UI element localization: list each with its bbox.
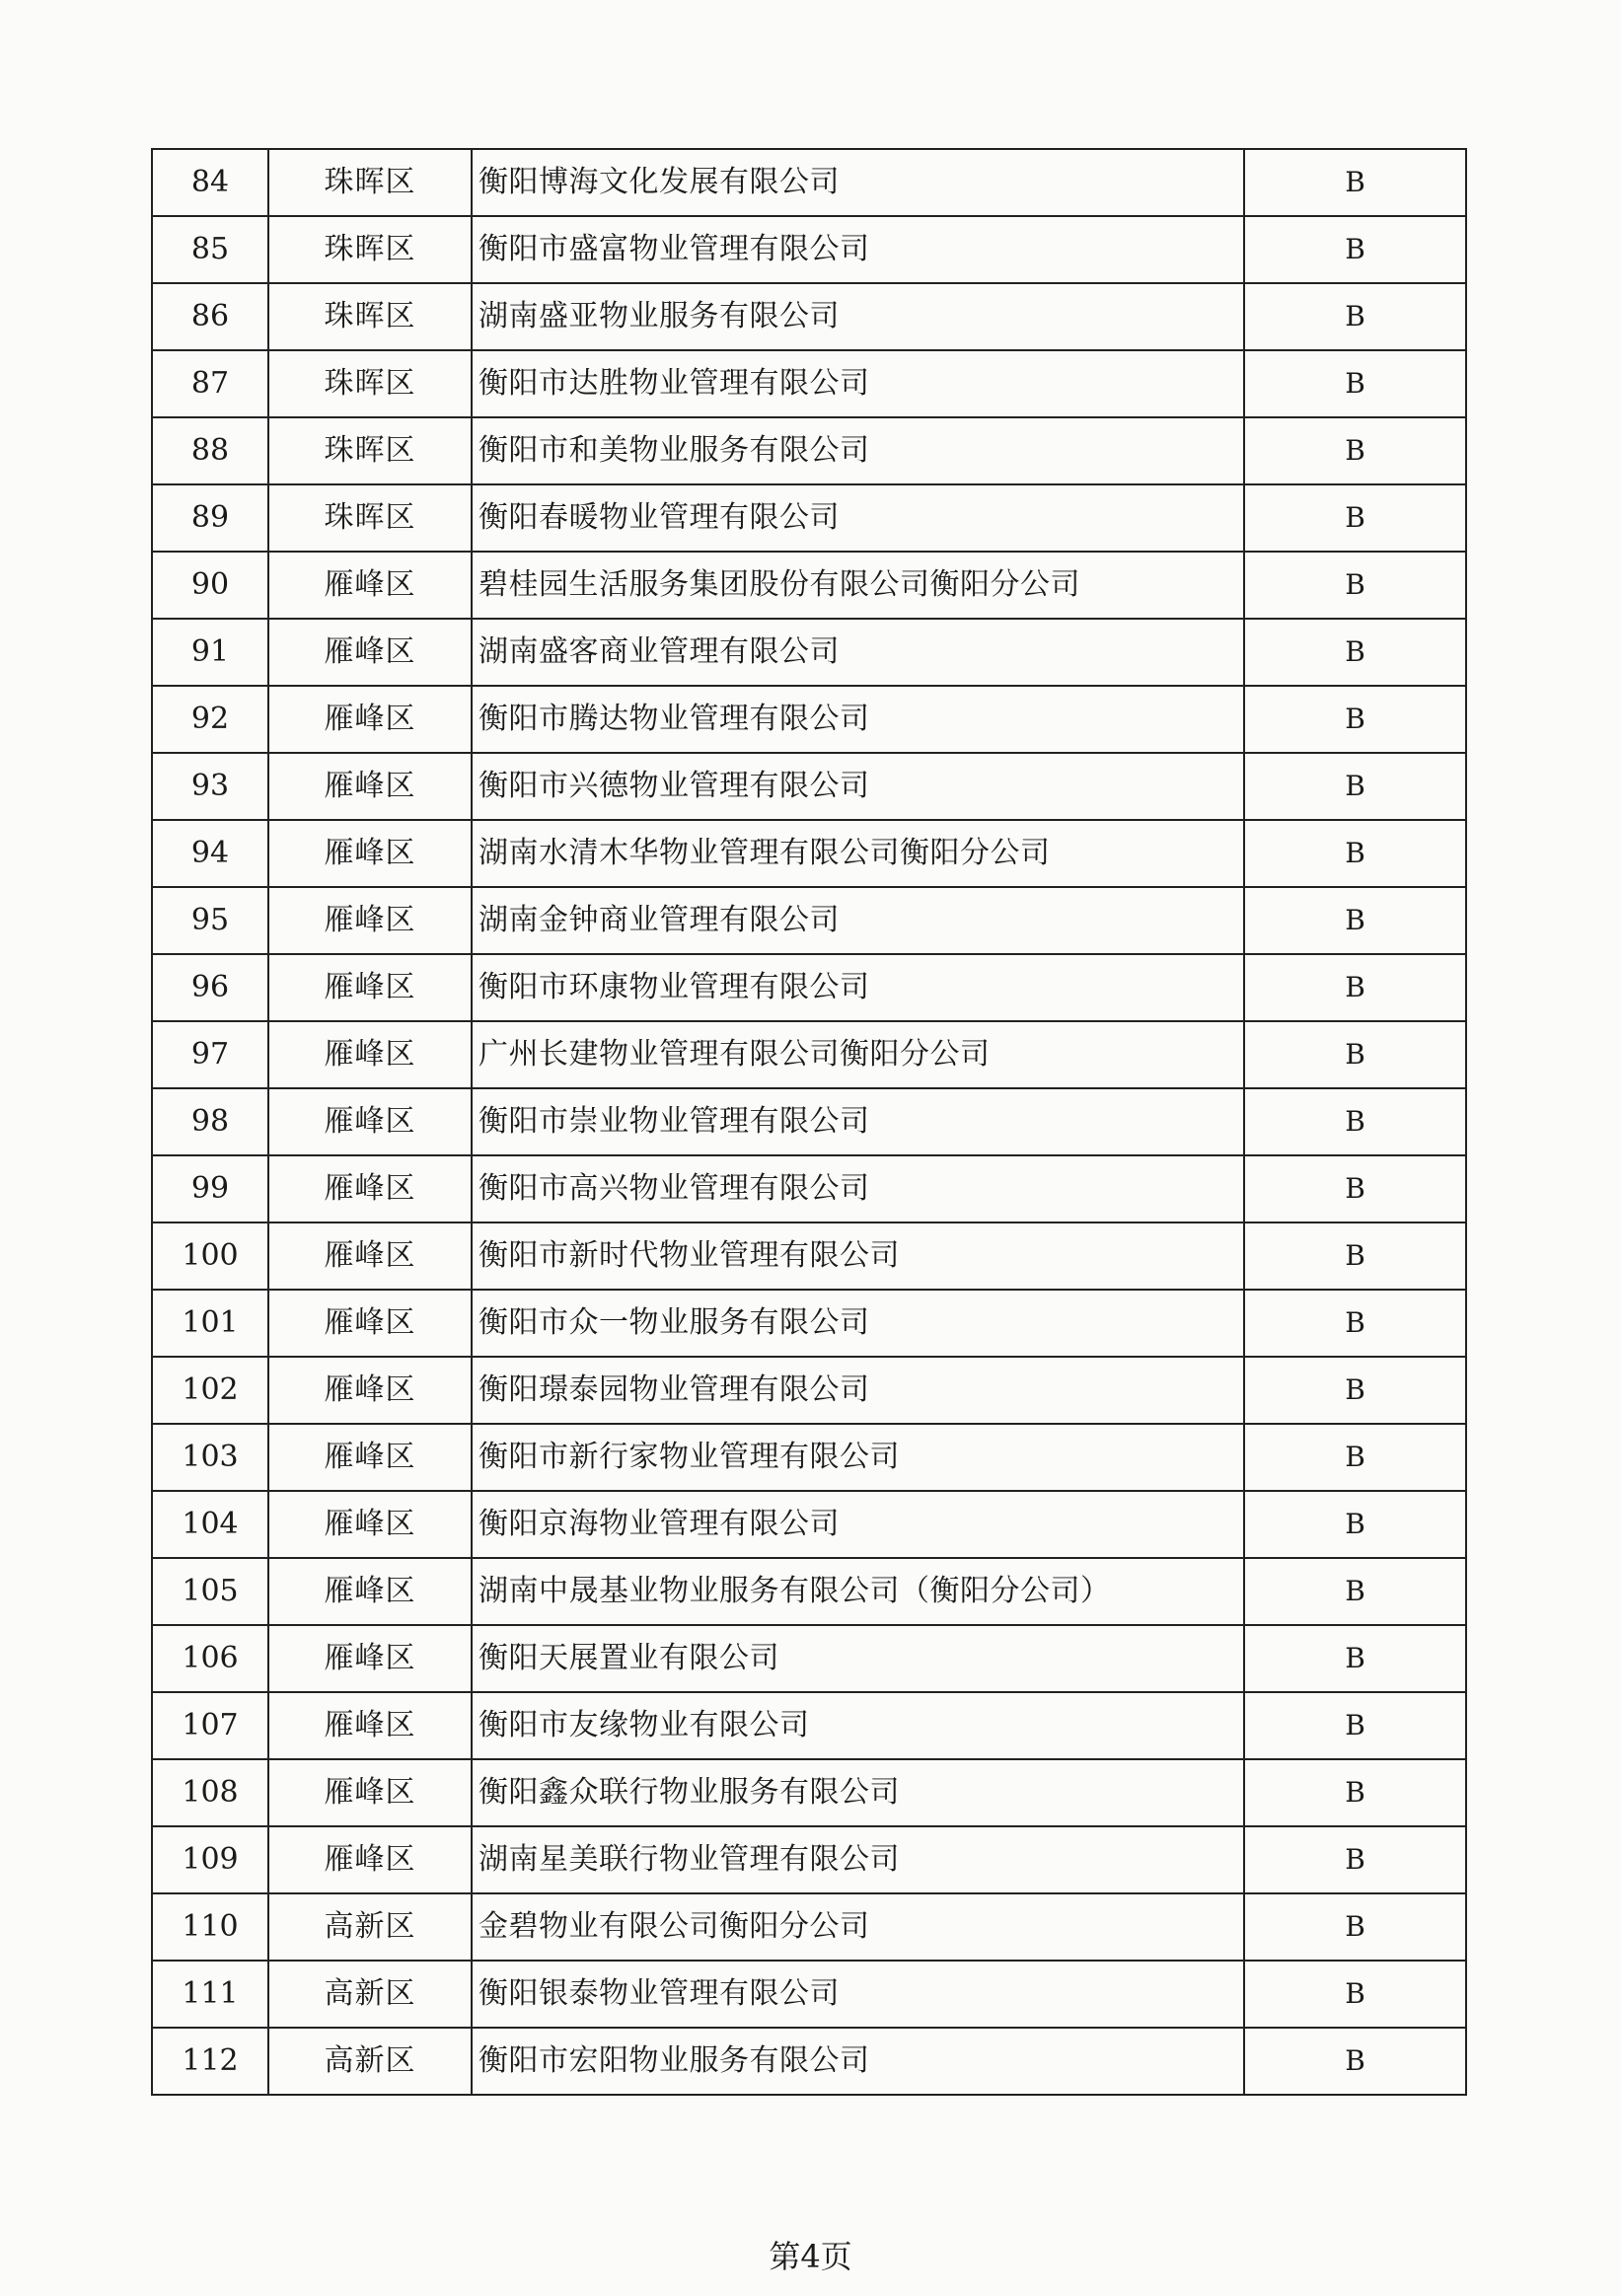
table-row: [152, 1088, 1466, 1155]
company-name-cell: 衡阳市崇业物业管理有限公司: [472, 1088, 1244, 1155]
row-number-cell: 106: [152, 1625, 268, 1692]
table-row: [152, 1826, 1466, 1893]
district-cell: 高新区: [268, 2028, 472, 2095]
grade-cell: B: [1244, 1155, 1466, 1222]
company-name-cell: 衡阳市友缘物业有限公司: [472, 1692, 1244, 1759]
table-row: [152, 283, 1466, 350]
district-cell: 珠晖区: [268, 417, 472, 484]
row-number-cell: 92: [152, 686, 268, 753]
row-number-cell: 111: [152, 1961, 268, 2028]
grade-cell: B: [1244, 1290, 1466, 1357]
grade-cell: B: [1244, 1491, 1466, 1558]
table-row: [152, 686, 1466, 753]
company-name-cell: 衡阳璟泰园物业管理有限公司: [472, 1357, 1244, 1424]
row-number-cell: 85: [152, 216, 268, 283]
table-row: [152, 1893, 1466, 1961]
row-number-cell: 102: [152, 1357, 268, 1424]
district-cell: 珠晖区: [268, 149, 472, 216]
grade-cell: B: [1244, 417, 1466, 484]
district-cell: 雁峰区: [268, 686, 472, 753]
district-cell: 雁峰区: [268, 1759, 472, 1826]
rating-table: [151, 148, 1467, 2096]
row-number-cell: 107: [152, 1692, 268, 1759]
row-number-cell: 109: [152, 1826, 268, 1893]
row-number-cell: 108: [152, 1759, 268, 1826]
grade-cell: B: [1244, 1826, 1466, 1893]
table-row: [152, 484, 1466, 552]
table-row: [152, 552, 1466, 619]
district-cell: 雁峰区: [268, 1625, 472, 1692]
district-cell: 雁峰区: [268, 1155, 472, 1222]
company-name-cell: 衡阳市新行家物业管理有限公司: [472, 1424, 1244, 1491]
grade-cell: B: [1244, 283, 1466, 350]
company-name-cell: 衡阳市宏阳物业服务有限公司: [472, 2028, 1244, 2095]
district-cell: 雁峰区: [268, 1357, 472, 1424]
row-number-cell: 95: [152, 887, 268, 954]
district-cell: 雁峰区: [268, 1290, 472, 1357]
grade-cell: B: [1244, 887, 1466, 954]
district-cell: 珠晖区: [268, 216, 472, 283]
company-name-cell: 湖南金钟商业管理有限公司: [472, 887, 1244, 954]
company-name-cell: 广州长建物业管理有限公司衡阳分公司: [472, 1021, 1244, 1088]
district-cell: 雁峰区: [268, 1826, 472, 1893]
table-row: [152, 753, 1466, 820]
company-name-cell: 湖南盛客商业管理有限公司: [472, 619, 1244, 686]
grade-cell: B: [1244, 1759, 1466, 1826]
district-cell: 雁峰区: [268, 887, 472, 954]
table-row: [152, 887, 1466, 954]
grade-cell: B: [1244, 1021, 1466, 1088]
row-number-cell: 94: [152, 820, 268, 887]
table-row: [152, 1222, 1466, 1290]
district-cell: 雁峰区: [268, 552, 472, 619]
row-number-cell: 96: [152, 954, 268, 1021]
grade-cell: B: [1244, 2028, 1466, 2095]
district-cell: 雁峰区: [268, 753, 472, 820]
row-number-cell: 110: [152, 1893, 268, 1961]
table-row: [152, 1961, 1466, 2028]
grade-cell: B: [1244, 954, 1466, 1021]
company-name-cell: 衡阳市环康物业管理有限公司: [472, 954, 1244, 1021]
table-row: [152, 1558, 1466, 1625]
grade-cell: B: [1244, 1692, 1466, 1759]
district-cell: 雁峰区: [268, 1088, 472, 1155]
company-name-cell: 衡阳市新时代物业管理有限公司: [472, 1222, 1244, 1290]
district-cell: 雁峰区: [268, 1021, 472, 1088]
grade-cell: B: [1244, 149, 1466, 216]
row-number-cell: 90: [152, 552, 268, 619]
district-cell: 雁峰区: [268, 954, 472, 1021]
grade-cell: B: [1244, 753, 1466, 820]
company-name-cell: 衡阳市众一物业服务有限公司: [472, 1290, 1244, 1357]
row-number-cell: 101: [152, 1290, 268, 1357]
row-number-cell: 112: [152, 2028, 268, 2095]
row-number-cell: 86: [152, 283, 268, 350]
table-row: [152, 1491, 1466, 1558]
district-cell: 高新区: [268, 1893, 472, 1961]
table-row: [152, 1021, 1466, 1088]
grade-cell: B: [1244, 484, 1466, 552]
row-number-cell: 100: [152, 1222, 268, 1290]
company-name-cell: 衡阳市腾达物业管理有限公司: [472, 686, 1244, 753]
table-row: [152, 1290, 1466, 1357]
company-name-cell: 湖南水清木华物业管理有限公司衡阳分公司: [472, 820, 1244, 887]
district-cell: 雁峰区: [268, 1558, 472, 1625]
grade-cell: B: [1244, 552, 1466, 619]
grade-cell: B: [1244, 350, 1466, 417]
district-cell: 高新区: [268, 1961, 472, 2028]
grade-cell: B: [1244, 1357, 1466, 1424]
grade-cell: B: [1244, 1625, 1466, 1692]
table-row: [152, 820, 1466, 887]
district-cell: 雁峰区: [268, 1424, 472, 1491]
company-name-cell: 衡阳市盛富物业管理有限公司: [472, 216, 1244, 283]
company-name-cell: 碧桂园生活服务集团股份有限公司衡阳分公司: [472, 552, 1244, 619]
row-number-cell: 99: [152, 1155, 268, 1222]
company-name-cell: 衡阳天展置业有限公司: [472, 1625, 1244, 1692]
company-name-cell: 湖南星美联行物业管理有限公司: [472, 1826, 1244, 1893]
table-row: [152, 1357, 1466, 1424]
rating-table-body: [152, 149, 1466, 2095]
district-cell: 雁峰区: [268, 619, 472, 686]
table-row: [152, 1625, 1466, 1692]
table-row: [152, 1692, 1466, 1759]
district-cell: 珠晖区: [268, 350, 472, 417]
grade-cell: B: [1244, 1961, 1466, 2028]
district-cell: 雁峰区: [268, 1491, 472, 1558]
grade-cell: B: [1244, 1222, 1466, 1290]
company-name-cell: 衡阳市兴德物业管理有限公司: [472, 753, 1244, 820]
row-number-cell: 91: [152, 619, 268, 686]
row-number-cell: 105: [152, 1558, 268, 1625]
table-row: [152, 350, 1466, 417]
row-number-cell: 104: [152, 1491, 268, 1558]
row-number-cell: 87: [152, 350, 268, 417]
page-number: 第4页: [769, 2238, 852, 2275]
district-cell: 珠晖区: [268, 484, 472, 552]
company-name-cell: 衡阳银泰物业管理有限公司: [472, 1961, 1244, 2028]
grade-cell: B: [1244, 1893, 1466, 1961]
row-number-cell: 88: [152, 417, 268, 484]
grade-cell: B: [1244, 619, 1466, 686]
company-name-cell: 湖南盛亚物业服务有限公司: [472, 283, 1244, 350]
company-name-cell: 衡阳春暖物业管理有限公司: [472, 484, 1244, 552]
grade-cell: B: [1244, 1558, 1466, 1625]
row-number-cell: 103: [152, 1424, 268, 1491]
company-name-cell: 衡阳鑫众联行物业服务有限公司: [472, 1759, 1244, 1826]
table-row: [152, 417, 1466, 484]
district-cell: 珠晖区: [268, 283, 472, 350]
company-name-cell: 湖南中晟基业物业服务有限公司（衡阳分公司）: [472, 1558, 1244, 1625]
row-number-cell: 97: [152, 1021, 268, 1088]
table-row: [152, 149, 1466, 216]
table-row: [152, 954, 1466, 1021]
row-number-cell: 89: [152, 484, 268, 552]
grade-cell: B: [1244, 686, 1466, 753]
table-row: [152, 1155, 1466, 1222]
grade-cell: B: [1244, 1424, 1466, 1491]
row-number-cell: 93: [152, 753, 268, 820]
table-row: [152, 619, 1466, 686]
table-row: [152, 1759, 1466, 1826]
company-name-cell: 衡阳市高兴物业管理有限公司: [472, 1155, 1244, 1222]
table-row: [152, 1424, 1466, 1491]
company-name-cell: 衡阳市和美物业服务有限公司: [472, 417, 1244, 484]
table-row: [152, 2028, 1466, 2095]
grade-cell: B: [1244, 1088, 1466, 1155]
company-name-cell: 衡阳市达胜物业管理有限公司: [472, 350, 1244, 417]
district-cell: 雁峰区: [268, 820, 472, 887]
district-cell: 雁峰区: [268, 1222, 472, 1290]
row-number-cell: 84: [152, 149, 268, 216]
grade-cell: B: [1244, 216, 1466, 283]
grade-cell: B: [1244, 820, 1466, 887]
row-number-cell: 98: [152, 1088, 268, 1155]
district-cell: 雁峰区: [268, 1692, 472, 1759]
table-row: [152, 216, 1466, 283]
company-name-cell: 金碧物业有限公司衡阳分公司: [472, 1893, 1244, 1961]
rating-table-wrapper: [151, 148, 1465, 2096]
company-name-cell: 衡阳京海物业管理有限公司: [472, 1491, 1244, 1558]
company-name-cell: 衡阳博海文化发展有限公司: [472, 149, 1244, 216]
